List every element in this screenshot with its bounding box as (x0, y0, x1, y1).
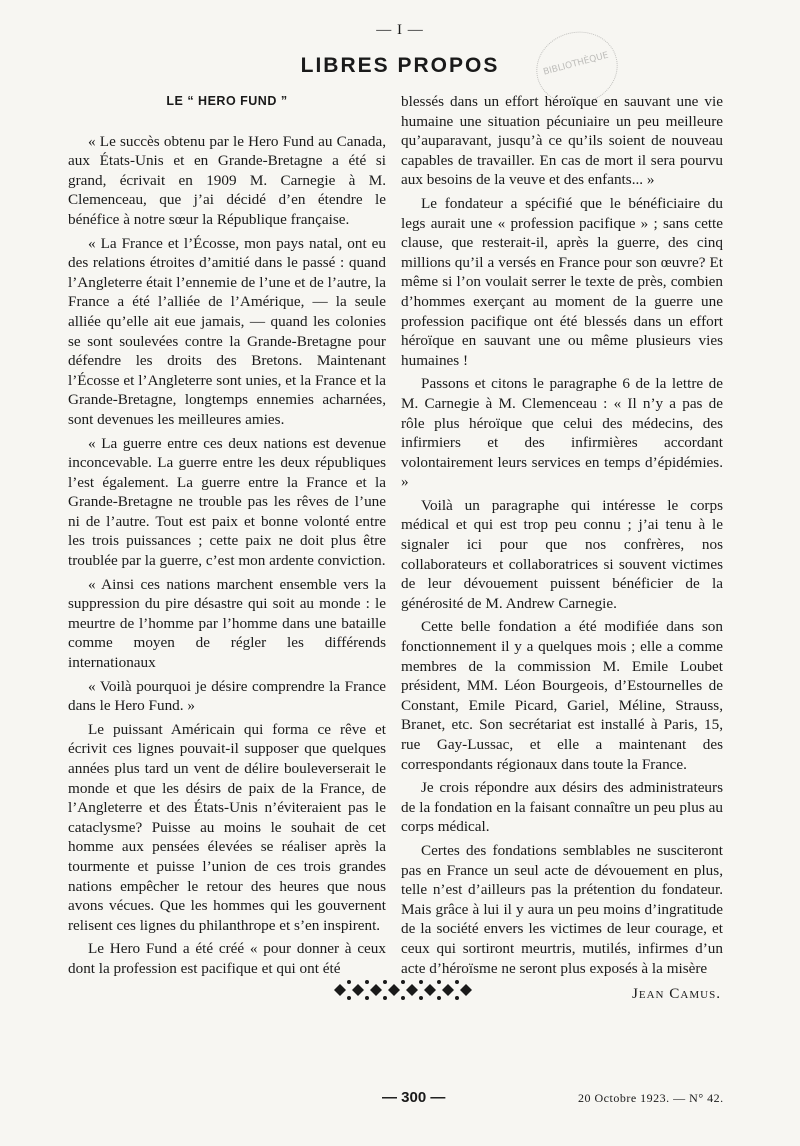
paragraph: Passons et citons le paragraphe 6 de la lettre de M. Carnegie à M. Clemenceau : « Il n’y a pas de rôle plus héroïque que celui des médecins, des infirmiers et des infirmières accordant volontairement leurs services en temps d’épidémies. » (401, 375, 723, 491)
stamp-text: BIBLIOTHÈQUE (542, 50, 610, 78)
paragraph: Le fondateur a spécifié que le bénéficiaire du legs aurait une « profession pacifique » ; sans cette clause, que resterait-il, après la guerre, des cinq millions qu’il a versés en France pour son œuvre? Et même si l’on voulait serrer le texte de près, combien d’hommes exerçant au moment de la guerre une profession pacifique ont été blessés dans un effort héroïque en sauvant une ou même plusieurs vies humaines ! (401, 194, 723, 369)
paragraph-continued: blessés dans un effort héroïque en sauvant une vie humaine une situation pécuniaire un peu meilleure qu’auparavant, jusqu’à ce qu’ils soient de nouveau capables de travailler. En cas de mort il sera pourvu aux besoins de la veuve et des enfants... » (401, 93, 723, 189)
paragraph: Le Hero Fund a été créé « pour donner à ceux dont la profession est pacifique et qui ont été (68, 940, 386, 977)
article-heading: LE “ HERO FUND ” (166, 94, 288, 108)
paragraph: Voilà un paragraphe qui intéresse le corps médical et qui est trop peu connu ; j’ai tenu à le signaler ici pour que nos confrères, nos collaborateurs et collaboratrices si souvent victimes de leur dévouement puissent bénéficier de la générosité de M. Andrew Carnegie. (401, 496, 723, 612)
right-column (401, 92, 723, 1004)
left-column (68, 92, 386, 983)
page-number: — 300 — (382, 1089, 446, 1106)
section-title: LIBRES PROPOS (300, 54, 500, 77)
paragraph: Cette belle fondation a été modifiée dans son fonctionnement il y a quelques mois ; elle a comme membres de la commission M. Emile Loubet président, MM. Léon Bourgeois, d’Estournelles de Constant, Emile Picard, Gariel, Méline, Strauss, Branet, etc. Son secrétariat est installé à Paris, 15, rue Gay-Lussac, et elle a maintenant des correspondants régionaux dans toute la France. (401, 618, 723, 773)
paragraph: « Voilà pourquoi je désire comprendre la France dans le Hero Fund. » (68, 677, 386, 715)
paragraph: « La guerre entre ces deux nations est devenue inconcevable. La guerre entre les deux républiques l’est également. La guerre entre la France et la Grande-Bretagne ne trouble pas les rêves de l’une ni de l’autre. Tout est paix et bonne volonté entre les trois puissances ; cette paix ne doit plus être troublée par la guerre, c’est mon ardente conviction. (68, 434, 386, 570)
paragraph: Certes des fondations semblables ne susciteront pas en France un seul acte de dévouement en plus, telle n’est d’ailleurs pas la prétention du fondateur. Mais grâce à lui il y aura un peu moins d’ingratitude de la société envers les victimes de leur courage, et ceux qui sortiront meurtris, mutilés, infirmes d’un acte d’héroïsme ne seront plus exposés à la misère (401, 841, 723, 977)
decorative-ornament-icon (328, 977, 488, 1003)
paragraph: « La France et l’Écosse, mon pays natal, ont eu des relations étroites d’amitié dans le passé : quand l’Angleterre était l’ennemie de l’une et de l’autre, la France a été l’alliée de l’Amérique, — la seule alliée qu’elle ait eue jamais, — quand les colonies se sont soulevées contre la Grande-Bretagne pour défendre les droits des Bretons. Maintenant l’Écosse et l’Angleterre sont unies, et la France et la Grande-Bretagne, longtemps ennemies acharnées, sont devenues les meilleures amies. (68, 234, 386, 428)
paragraph: Le puissant Américain qui forma ce rêve et écrivit ces lignes pouvait-il supposer que quelques années plus tard un vent de délire bouleverserait le monde et que les désirs de paix de la France, de l’Angleterre et des États-Unis n’éviteraient pas le cataclysme? Puisse au moins le souhait de cet homme aux pensées élevées se réaliser après la tourmente et puisse l’union de ces trois grandes nations empêcher le retour des heures que nous avons vécues. Que les hommes qui les gouvernent relisent ces lignes du philanthrope et s’en inspirent. (68, 720, 386, 934)
author-signature: Jean Camus. (631, 985, 721, 1003)
paragraph: Je crois répondre aux désirs des administrateurs de la fondation en la faisant connaître un peu plus au corps médical. (401, 779, 723, 836)
issue-date: 20 Octobre 1923. — N° 42. (578, 1091, 724, 1105)
top-folio: — I — (376, 22, 424, 38)
paragraph: « Ainsi ces nations marchent ensemble vers la suppression du pire désastre qui soit au monde : le meurtre de l’homme par l’homme dans une bataille comme moyen de régler les différends internationaux (68, 575, 386, 672)
paragraph: « Le succès obtenu par le Hero Fund au Canada, aux États-Unis et en Grande-Bretagne a été si grand, écrivait en 1909 M. Carnegie à M. Clemenceau, que j’ai décidé d’en étendre le bénéfice à notre sœur la République française. (68, 132, 386, 228)
